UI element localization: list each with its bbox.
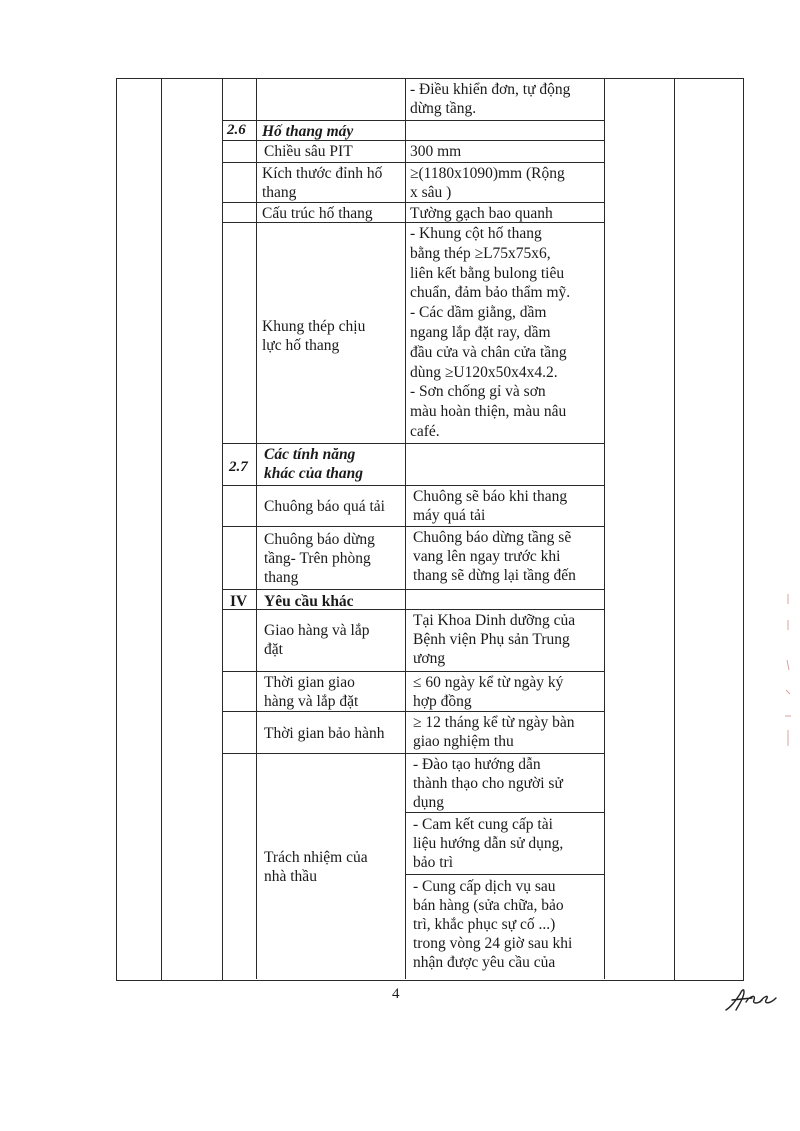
row-divider <box>222 443 605 444</box>
row-divider <box>222 711 605 712</box>
spec-value: Tường gạch bao quanh <box>410 205 553 222</box>
spec-value: - Điều khiển đơn, tự động dừng tầng. <box>410 81 571 117</box>
row-divider <box>222 485 605 486</box>
spec-value: ≥(1180x1090)mm (Rộng x sâu ) <box>410 165 565 201</box>
row-divider <box>222 671 605 672</box>
spec-value: - Cung cấp dịch vụ sau bán hàng (sửa chữa, bảo trì, khắc phục sự cố ...) trong vòng 24 giờ sau khi nhận được yêu cầu của <box>413 878 573 971</box>
cell-divider <box>405 874 605 875</box>
table-border-bottom <box>116 980 744 981</box>
margin-stamp-marks <box>781 590 795 750</box>
spec-value: - Cam kết cung cấp tài liệu hướng dẫn sử dụng, bảo trì <box>413 816 564 871</box>
spec-label: Thời gian giao hàng và lắp đặt <box>264 674 359 710</box>
section-number: IV <box>230 593 248 610</box>
spec-label: Chiều sâu PIT <box>264 143 353 160</box>
table-column-line <box>161 78 162 981</box>
table-border-top <box>116 78 744 79</box>
table-border-right <box>743 78 744 981</box>
table-column-line <box>405 78 406 979</box>
cell-divider <box>405 812 605 813</box>
spec-value: ≥ 12 tháng kể từ ngày bàn giao nghiệm thu <box>413 714 575 750</box>
table-column-line <box>604 78 605 979</box>
row-divider <box>222 202 605 203</box>
spec-label: Chuông báo dừng tầng- Trên phòng thang <box>264 531 375 586</box>
spec-value: ≤ 60 ngày kể từ ngày ký hợp đồng <box>413 674 564 710</box>
table-border-left <box>116 78 117 981</box>
spec-value: Chuông báo dừng tầng sẽ vang lên ngay trước khi thang sẽ dừng lại tầng đến <box>413 529 576 584</box>
section-number: 2.7 <box>229 459 248 475</box>
spec-label: Giao hàng và lắp đặt <box>264 622 370 658</box>
spec-label: Trách nhiệm của nhà thầu <box>264 849 368 885</box>
table-column-line <box>256 78 257 979</box>
signature-initials <box>722 980 778 1016</box>
row-divider <box>222 162 605 163</box>
page-number: 4 <box>392 986 400 1002</box>
spec-label: Khung thép chịu lực hố thang <box>262 318 366 354</box>
section-title: Hố thang máy <box>262 123 354 140</box>
spec-value: Tại Khoa Dinh dưỡng của Bệnh viện Phụ sản Trung ương <box>413 612 576 667</box>
spec-label: Chuông báo quá tải <box>264 498 385 515</box>
spec-label: Cấu trúc hố thang <box>262 205 373 222</box>
table-column-line <box>674 78 675 981</box>
row-divider <box>222 120 605 121</box>
row-divider <box>222 589 605 590</box>
spec-value: - Khung cột hố thang bằng thép ≥L75x75x6, liên kết bằng bulong tiêu chuẩn, đảm bảo thẩm mỹ. - Các dầm giằng, dầm ngang lắp đặt ray, dầm đầu cửa và chân cửa tầng dùng ≥U120x50x4x4.2. - Sơn chống gỉ và sơn màu hoàn thiện, màu nâu café. <box>410 225 571 440</box>
section-title: Yêu cầu khác <box>264 593 354 610</box>
spec-value: 300 mm <box>410 143 462 160</box>
section-title: Các tính năng khác của thang <box>264 446 364 482</box>
row-divider <box>222 753 605 754</box>
spec-value: - Đào tạo hướng dẫn thành thạo cho người sử dụng <box>413 756 563 811</box>
spec-label: Kích thước đỉnh hố thang <box>262 165 383 201</box>
spec-value: Chuông sẽ báo khi thang máy quá tải <box>413 488 568 524</box>
table-column-line <box>222 78 223 981</box>
row-divider <box>222 526 605 527</box>
spec-label: Thời gian bảo hành <box>264 725 385 742</box>
section-number: 2.6 <box>227 122 246 138</box>
